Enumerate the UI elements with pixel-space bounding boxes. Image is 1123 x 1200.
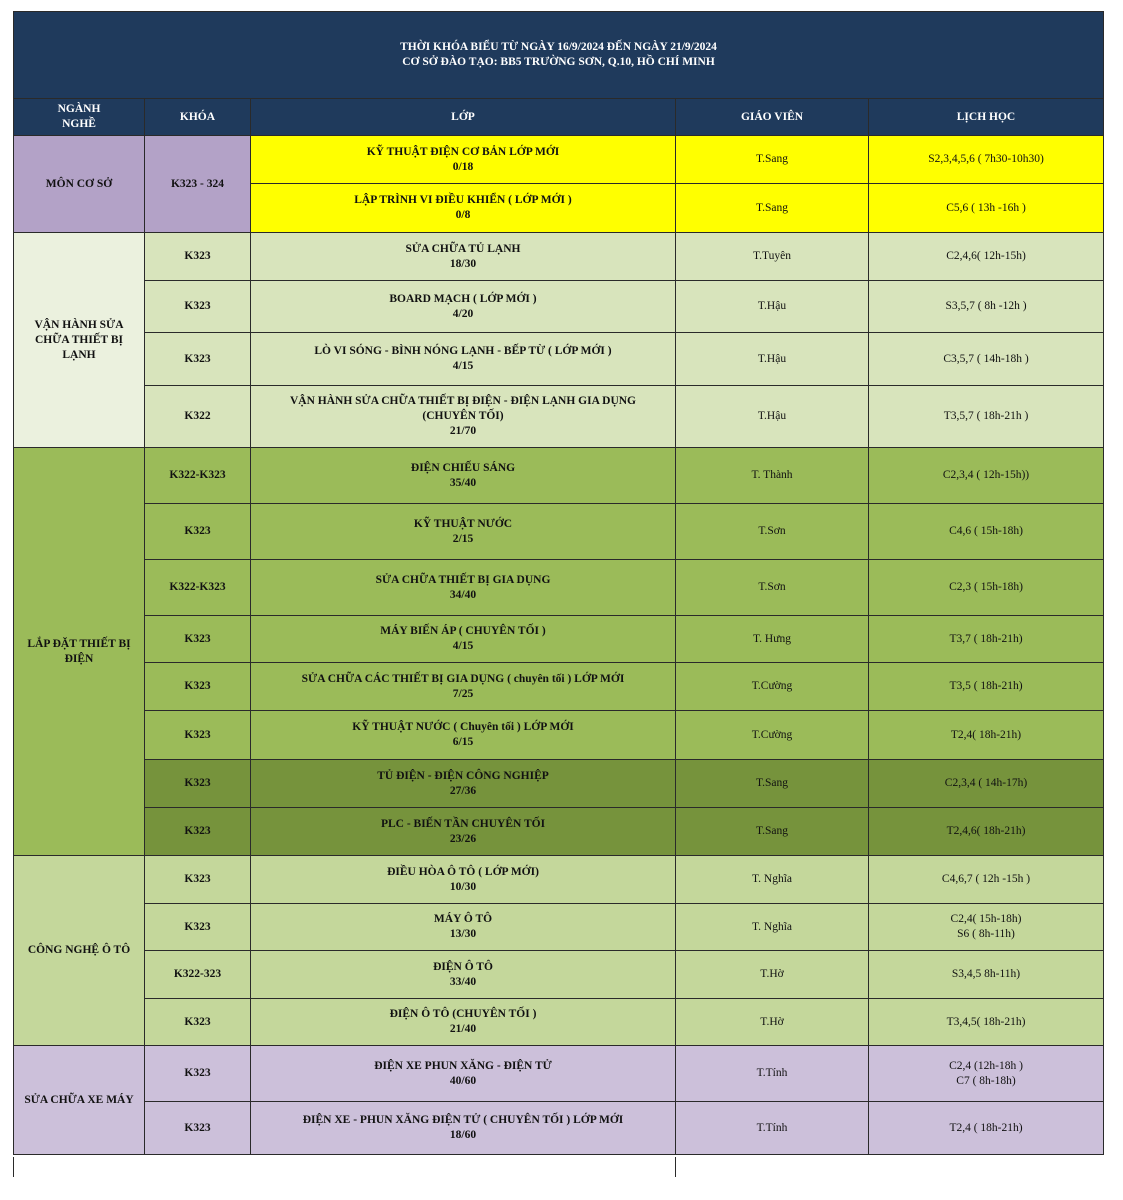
class-name-line2: (CHUYÊN TỐI) [422, 410, 504, 422]
schedule-cell: S2,3,4,5,6 ( 7h30-10h30) [869, 136, 1104, 184]
teacher-cell: T. Nghĩa [676, 856, 869, 904]
schedule-cell: C4,6,7 ( 12h -15h ) [869, 856, 1104, 904]
class-name: ĐIỆN XE PHUN XĂNG - ĐIỆN TỬ [374, 1059, 552, 1072]
teacher-cell: T. Thành [676, 448, 869, 504]
teacher-cell: T.Cường [676, 663, 869, 711]
schedule-cell: S3,4,5 8h-11h) [869, 951, 1104, 999]
group-label-thiet-bi-lanh: VẬN HÀNH SỬA CHỮA THIẾT BỊ LẠNH [14, 233, 145, 448]
class-enrollment: 23/26 [449, 832, 477, 845]
class-enrollment: 4/15 [452, 640, 474, 652]
class-cell [251, 856, 676, 904]
teacher-cell: T.Sang [676, 808, 869, 856]
teacher-cell: T.Sang [676, 184, 869, 233]
class-cell [251, 711, 676, 760]
khoa-cell: K322 [145, 386, 251, 448]
table-row [14, 560, 1104, 616]
class-name: BOARD MẠCH ( LỚP MỚI ) [389, 292, 537, 305]
schedule-line: C7 ( 8h-18h) [956, 1074, 1016, 1087]
group-label-cong-nghe-oto: CÔNG NGHỆ Ô TÔ [14, 856, 145, 1046]
schedule-cell: S3,5,7 ( 8h -12h ) [869, 281, 1104, 333]
schedule-cell: C4,6 ( 15h-18h) [869, 504, 1104, 560]
khoa-cell: K322-K323 [145, 560, 251, 616]
header-giao-vien: GIÁO VIÊN [676, 99, 869, 136]
teacher-cell: T.Sang [676, 760, 869, 808]
class-name: KỸ THUẬT NƯỚC ( Chuyên tối ) LỚP MỚI [352, 721, 574, 733]
timetable-sheet [13, 11, 1104, 1155]
khoa-cell: K323 [145, 856, 251, 904]
khoa-cell: K323 [145, 616, 251, 663]
class-name: ĐIỀU HÒA Ô TÔ ( LỚP MỚI) [387, 865, 539, 878]
table-row [14, 504, 1104, 560]
class-name: LÒ VI SÓNG - BÌNH NÓNG LẠNH - BẾP TỪ ( LỚP MỚI ) [314, 345, 612, 357]
header-nganh-nghe [14, 99, 145, 136]
teacher-cell: T.Sang [676, 136, 869, 184]
teacher-cell: T.Hờ [676, 951, 869, 999]
teacher-cell: T.Hậu [676, 386, 869, 448]
class-cell [251, 663, 676, 711]
table-row [14, 856, 1104, 904]
class-enrollment: 2/15 [452, 532, 474, 545]
class-name: KỸ THUẬT ĐIỆN CƠ BẢN LỚP MỚI [366, 145, 560, 158]
khoa-cell: K323 [145, 904, 251, 951]
header-khoa: KHÓA [145, 99, 251, 136]
gridline-tail [13, 1157, 14, 1177]
table-row [14, 951, 1104, 999]
schedule-cell [869, 1046, 1104, 1102]
table-row [14, 1046, 1104, 1102]
class-cell [251, 281, 676, 333]
table-row [14, 904, 1104, 951]
class-cell [251, 1046, 676, 1102]
teacher-cell: T.Hậu [676, 281, 869, 333]
class-cell [251, 136, 676, 184]
class-enrollment: 35/40 [449, 476, 477, 489]
table-row [14, 711, 1104, 760]
table-row [14, 448, 1104, 504]
teacher-cell: T. Hưng [676, 616, 869, 663]
class-name: TỦ ĐIỆN - ĐIỆN CÔNG NGHIỆP [377, 769, 549, 782]
teacher-cell: T.Cường [676, 711, 869, 760]
title-line-2: CƠ SỞ ĐÀO TẠO: BB5 TRƯỜNG SƠN, Q.10, HỒ CHÍ MINH [402, 56, 715, 68]
class-enrollment: 40/60 [449, 1074, 477, 1087]
class-cell [251, 999, 676, 1046]
class-name: LẬP TRÌNH VI ĐIỀU KHIỂN ( LỚP MỚI ) [354, 194, 572, 206]
class-cell [251, 504, 676, 560]
class-enrollment: 4/15 [452, 360, 474, 372]
gridline-tail [675, 1157, 676, 1177]
class-enrollment: 18/60 [449, 1129, 477, 1141]
class-cell [251, 184, 676, 233]
class-cell [251, 951, 676, 999]
schedule-line: C2,4 (12h-18h ) [949, 1059, 1023, 1072]
class-cell [251, 760, 676, 808]
schedule-cell: C5,6 ( 13h -16h ) [869, 184, 1104, 233]
schedule-cell: C2,3,4 ( 14h-17h) [869, 760, 1104, 808]
group-label-lap-dat-dien: LẮP ĐẶT THIẾT BỊ ĐIỆN [14, 448, 145, 856]
header-lich-hoc: LỊCH HỌC [869, 99, 1104, 136]
class-cell [251, 560, 676, 616]
class-cell [251, 333, 676, 386]
class-name: MÁY Ô TÔ [433, 913, 493, 925]
table-row [14, 808, 1104, 856]
teacher-cell: T.Hậu [676, 333, 869, 386]
teacher-cell: T. Nghĩa [676, 904, 869, 951]
table-row [14, 663, 1104, 711]
group-label-xe-may: SỬA CHỮA XE MÁY [14, 1046, 145, 1155]
khoa-cell: K323 [145, 711, 251, 760]
teacher-cell: T.Sơn [676, 504, 869, 560]
khoa-cell: K323 [145, 333, 251, 386]
khoa-cell: K322-323 [145, 951, 251, 999]
table-row [14, 616, 1104, 663]
khoa-cell: K323 [145, 281, 251, 333]
header-nganh-line1: NGÀNH [57, 103, 101, 115]
khoa-cell: K323 [145, 663, 251, 711]
schedule-cell: T3,4,5( 18h-21h) [869, 999, 1104, 1046]
header-lop: LỚP [251, 99, 676, 136]
table-row [14, 760, 1104, 808]
class-enrollment: 4/20 [452, 307, 474, 320]
teacher-cell: T.Sơn [676, 560, 869, 616]
khoa-cell: K323 - 324 [145, 136, 251, 233]
schedule-cell: T2,4,6( 18h-21h) [869, 808, 1104, 856]
class-enrollment: 13/30 [449, 928, 477, 940]
class-name: PLC - BIẾN TẦN CHUYÊN TỐI [380, 817, 546, 830]
class-name: MÁY BIẾN ÁP ( CHUYÊN TỐI ) [380, 625, 546, 637]
class-cell [251, 233, 676, 281]
schedule-cell: C2,4,6( 12h-15h) [869, 233, 1104, 281]
class-enrollment: 0/8 [455, 209, 471, 221]
class-cell [251, 448, 676, 504]
class-name: SỬA CHỮA THIẾT BỊ GIA DỤNG [375, 573, 551, 586]
teacher-cell: T.Tính [676, 1102, 869, 1155]
class-cell [251, 386, 676, 448]
schedule-cell: T3,5 ( 18h-21h) [869, 663, 1104, 711]
teacher-cell: T.Tính [676, 1046, 869, 1102]
class-enrollment: 0/18 [452, 160, 474, 173]
header-nganh-line2: NGHỀ [62, 118, 96, 130]
class-cell [251, 1102, 676, 1155]
class-name: ĐIỆN CHIẾU SÁNG [410, 461, 516, 474]
class-enrollment: 21/70 [449, 425, 477, 437]
class-name: ĐIỆN Ô TÔ [433, 960, 493, 973]
class-cell [251, 616, 676, 663]
class-enrollment: 34/40 [449, 588, 477, 601]
class-enrollment: 18/30 [449, 257, 477, 270]
class-enrollment: 27/36 [449, 784, 477, 797]
class-name: ĐIỆN Ô TÔ (CHUYÊN TỐI ) [389, 1008, 537, 1020]
title-line-1: THỜI KHÓA BIỂU TỪ NGÀY 16/9/2024 ĐẾN NGÀY 21/9/2024 [400, 41, 717, 53]
teacher-cell: T.Hờ [676, 999, 869, 1046]
table-row [14, 333, 1104, 386]
schedule-cell: C3,5,7 ( 14h-18h ) [869, 333, 1104, 386]
khoa-cell: K323 [145, 504, 251, 560]
khoa-cell: K323 [145, 760, 251, 808]
class-name: VẬN HÀNH SỬA CHỮA THIẾT BỊ ĐIỆN - ĐIỆN LẠNH GIA DỤNG [289, 395, 636, 407]
class-cell [251, 904, 676, 951]
khoa-cell: K323 [145, 1046, 251, 1102]
table-row [14, 386, 1104, 448]
schedule-cell: T3,5,7 ( 18h-21h ) [869, 386, 1104, 448]
teacher-cell: T.Tuyên [676, 233, 869, 281]
timetable [13, 11, 1104, 1155]
khoa-cell: K322-K323 [145, 448, 251, 504]
table-row [14, 233, 1104, 281]
khoa-cell: K323 [145, 808, 251, 856]
schedule-cell: C2,3,4 ( 12h-15h)) [869, 448, 1104, 504]
class-enrollment: 7/25 [452, 687, 474, 700]
class-name: SỬA CHỮA TỦ LẠNH [405, 242, 521, 255]
schedule-line: C2,4( 15h-18h) [950, 913, 1022, 925]
table-row [14, 999, 1104, 1046]
class-name: ĐIỆN XE - PHUN XĂNG ĐIỆN TỬ ( CHUYÊN TỐI ) LỚP MỚI [302, 1114, 624, 1126]
schedule-cell: T2,4 ( 18h-21h) [869, 1102, 1104, 1155]
class-enrollment: 21/40 [449, 1023, 477, 1035]
schedule-cell [869, 904, 1104, 951]
class-name: KỸ THUẬT NƯỚC [413, 517, 513, 530]
class-enrollment: 10/30 [449, 880, 477, 893]
khoa-cell: K323 [145, 1102, 251, 1155]
class-cell [251, 808, 676, 856]
group-label-mon-co-so: MÔN CƠ SỞ [14, 136, 145, 233]
khoa-cell: K323 [145, 999, 251, 1046]
schedule-line: S6 ( 8h-11h) [957, 928, 1015, 940]
table-row [14, 1102, 1104, 1155]
table-row [14, 281, 1104, 333]
khoa-cell: K323 [145, 233, 251, 281]
timetable-title [14, 12, 1104, 99]
schedule-cell: C2,3 ( 15h-18h) [869, 560, 1104, 616]
schedule-cell: T3,7 ( 18h-21h) [869, 616, 1104, 663]
schedule-cell: T2,4( 18h-21h) [869, 711, 1104, 760]
class-enrollment: 33/40 [449, 975, 477, 988]
table-row [14, 136, 1104, 184]
class-name: SỬA CHỮA CÁC THIẾT BỊ GIA DỤNG ( chuyên tối ) LỚP MỚI [301, 672, 625, 685]
class-enrollment: 6/15 [452, 736, 474, 748]
